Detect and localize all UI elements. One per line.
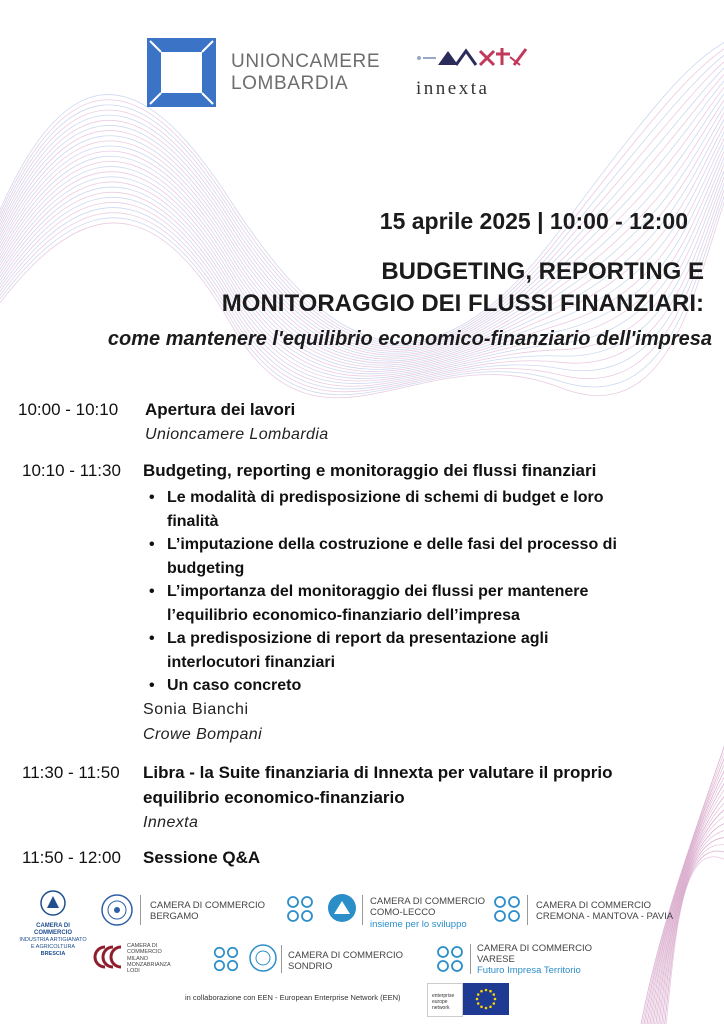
een-logo-text: enterprise europe network — [432, 993, 455, 1011]
eu-star — [492, 993, 495, 996]
agenda-title: Sessione Q&A — [143, 848, 261, 867]
event-title-line1: BUDGETING, REPORTING E — [381, 258, 704, 285]
eu-star — [480, 1005, 483, 1008]
agenda-time: 10:10 - 11:30 — [22, 461, 121, 480]
agenda-org: Unioncamere Lombardia — [145, 426, 329, 443]
agenda-title-line2: equilibrio economico-finanziario — [143, 788, 405, 807]
agenda-org: Innexta — [143, 814, 199, 831]
brescia-logo — [18, 888, 88, 958]
divider — [470, 944, 471, 974]
divider — [527, 895, 528, 925]
agenda-time: 10:00 - 10:10 — [18, 400, 119, 419]
eu-star — [480, 990, 483, 993]
event-subtitle: come mantenere l'equilibrio economico-finanziario dell'impresa — [107, 328, 712, 350]
eu-star — [485, 989, 488, 992]
varese-tagline: Futuro Impresa Territorio — [477, 965, 581, 976]
eu-flag-icon — [463, 983, 509, 1015]
een-collaboration-note: in collaborazione con EEN - European Enterprise Network (EEN) — [185, 993, 401, 1002]
unioncamere-logo — [147, 38, 216, 107]
divider — [281, 945, 282, 973]
eu-star — [492, 1002, 495, 1005]
innexta-logo-mark — [416, 45, 531, 71]
agenda-title-line1: Libra - la Suite finanziaria di Innexta per valutare il proprio — [143, 763, 613, 782]
event-title — [222, 256, 704, 320]
agenda-title: Budgeting, reporting e monitoraggio dei flussi finanziari — [143, 461, 597, 480]
eu-star — [477, 1002, 480, 1005]
innexta-wordmark: innexta — [416, 78, 490, 99]
eu-star — [494, 998, 497, 1001]
unioncamere-line1: UNIONCAMERE — [231, 51, 381, 72]
agenda-title: Apertura dei lavori — [145, 400, 296, 419]
eu-star — [489, 990, 492, 993]
eu-star — [476, 998, 479, 1001]
agenda-bullet-list — [145, 486, 685, 698]
eu-star — [485, 1007, 488, 1010]
como-lecco-label: CAMERA DI COMMERCIO COMO-LECCO — [370, 896, 486, 918]
brescia-subtitle: INDUSTRIA ARTIGIANATO E AGRICOLTURA — [19, 937, 87, 950]
agenda-bullet: • Le modalità di predisposizione di schemi di budget e loro finalità — [145, 486, 607, 533]
agenda-bullet: • L’importanza del monitoraggio dei flussi per mantenere l’equilibrio economico-finanziario dell’impresa — [145, 580, 667, 627]
varese-label: CAMERA DI COMMERCIO VARESE — [477, 943, 593, 965]
unioncamere-line2: LOMBARDIA — [231, 73, 349, 94]
sondrio-emblem-icon — [249, 944, 277, 972]
como-lecco-emblem-icon — [327, 893, 357, 923]
bergamo-label: CAMERA DI COMMERCIO BERGAMO — [150, 900, 266, 922]
bergamo-emblem-icon — [100, 893, 134, 927]
sondrio-label: CAMERA DI COMMERCIO SONDRIO — [288, 950, 404, 972]
agenda-org: Crowe Bompani — [143, 726, 263, 743]
unioncamere-wordmark — [231, 51, 380, 95]
agenda-bullet: • Un caso concreto — [145, 674, 685, 698]
camera-swirl-icon — [434, 943, 466, 975]
een-logo — [427, 983, 463, 1017]
eu-star — [489, 1005, 492, 1008]
event-date: 15 aprile 2025 | 10:00 - 12:00 — [379, 208, 688, 234]
event-title-line2: MONITORAGGIO DEI FLUSSI FINANZIARI: — [221, 290, 704, 317]
agenda-speaker: Sonia Bianchi — [143, 701, 249, 718]
camera-swirl-icon — [284, 893, 316, 925]
milano-label: CAMERA DI COMMERCIO MILANO MONZABRIANZA LODI — [127, 943, 171, 975]
milano-emblem-icon — [93, 944, 123, 970]
eu-star — [477, 993, 480, 996]
brescia-name: CAMERA DI COMMERCIO — [34, 923, 72, 936]
cremona-label: CAMERA DI COMMERCIO CREMONA - MANTOVA - PAVIA — [536, 900, 674, 922]
agenda-time: 11:50 - 12:00 — [22, 848, 121, 867]
brescia-emblem-icon — [18, 888, 88, 918]
agenda-bullet: • L’imputazione della costruzione e delle fasi del processo di budgeting — [145, 533, 667, 580]
brescia-city: BRESCIA — [40, 951, 66, 957]
divider — [362, 895, 363, 925]
como-lecco-tagline: insieme per lo sviluppo — [370, 919, 467, 930]
camera-swirl-icon — [491, 893, 523, 925]
divider — [140, 895, 141, 925]
agenda-bullet: • La predisposizione di report da presentazione agli interlocutori finanziari — [145, 627, 637, 674]
camera-swirl-icon — [211, 944, 241, 974]
agenda-time: 11:30 - 11:50 — [22, 763, 120, 782]
